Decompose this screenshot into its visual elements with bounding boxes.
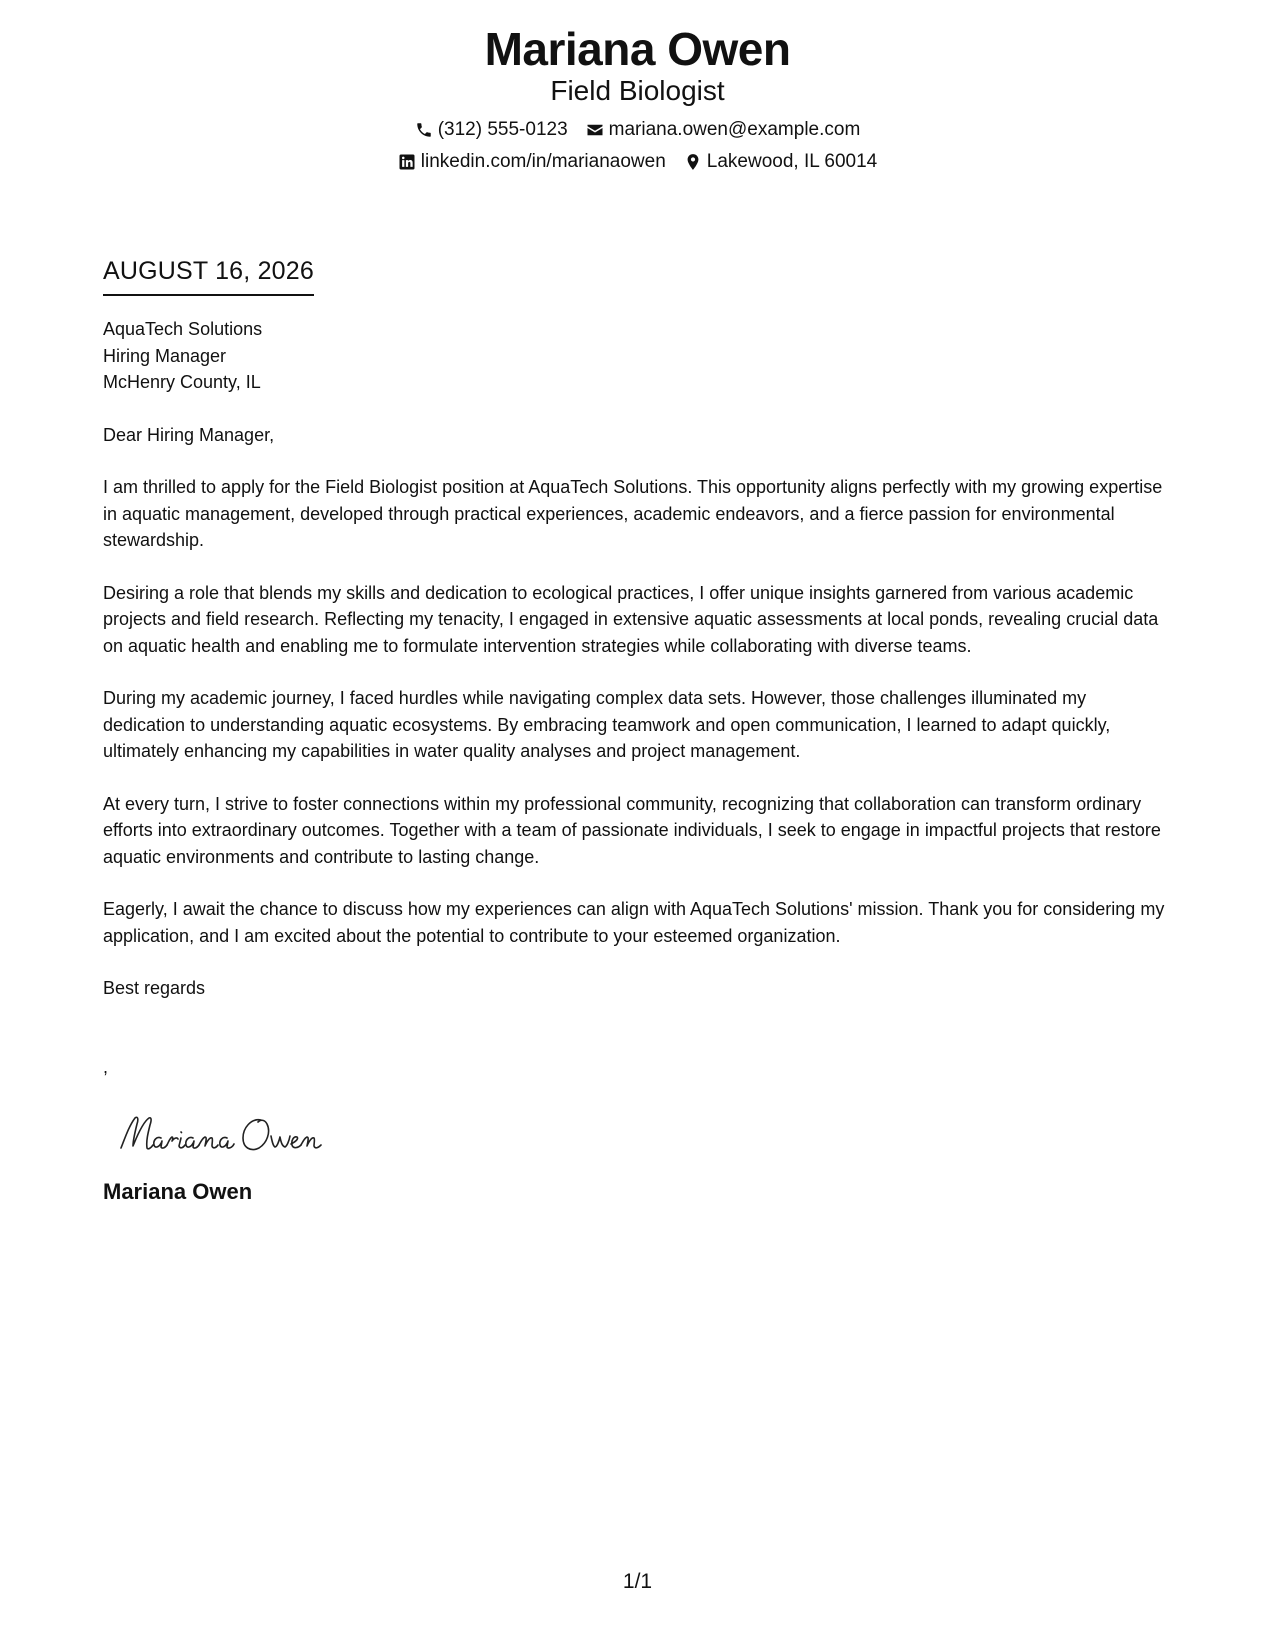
location-pin-icon bbox=[684, 153, 703, 172]
letter-date: AUGUST 16, 2026 bbox=[103, 256, 314, 296]
body-paragraph: During my academic journey, I faced hurdles while navigating complex data sets. However, those challenges illuminated my dedication to understanding aquatic ecosystems. By embracing teamwork and open communication, I learned to adapt quickly, ultimately enhancing my capabilities in water quality analyses and project management. bbox=[103, 688, 1111, 761]
body-paragraph: I am thrilled to apply for the Field Biologist position at AquaTech Solutions. This opportunity aligns perfectly with my growing expertise in aquatic management, developed through practical experiences, academic endeavors, and a fierce passion for environmental stewardship. bbox=[103, 477, 1163, 550]
location-text: Lakewood, IL 60014 bbox=[706, 151, 878, 172]
recipient-role: Hiring Manager bbox=[103, 345, 227, 366]
recipient-company: AquaTech Solutions bbox=[103, 319, 263, 339]
phone-number[interactable]: (312) 555-0123 bbox=[437, 119, 568, 140]
closing: Best regards bbox=[103, 978, 206, 998]
contact-location bbox=[684, 150, 877, 174]
body-paragraph: Eagerly, I await the chance to discuss how my experiences can align with AquaTech Solutions' mission. Thank you for considering my application, and I am excited about the potential to contribute to your esteemed organization. bbox=[103, 899, 1165, 946]
contact-row-primary bbox=[0, 114, 1275, 146]
signer-name: Mariana Owen bbox=[103, 1178, 253, 1204]
letter-header bbox=[0, 22, 1275, 178]
closing-comma: , bbox=[103, 1056, 109, 1077]
recipient-location: McHenry County, IL bbox=[103, 372, 261, 392]
applicant-title: Field Biologist bbox=[550, 75, 725, 106]
handwritten-signature bbox=[115, 1108, 1173, 1160]
contact-linkedin bbox=[398, 150, 666, 174]
recipient-block bbox=[103, 316, 1173, 396]
applicant-name: Mariana Owen bbox=[484, 23, 791, 75]
email-address[interactable]: mariana.owen@example.com bbox=[608, 119, 861, 140]
phone-icon bbox=[415, 121, 434, 140]
contact-email bbox=[586, 118, 861, 142]
contact-row-secondary bbox=[0, 146, 1275, 178]
page-number: 1/1 bbox=[622, 1570, 653, 1593]
contact-phone bbox=[415, 118, 568, 142]
linkedin-icon bbox=[398, 153, 417, 172]
body-paragraph: At every turn, I strive to foster connections within my professional community, recognizing that collaboration can transform ordinary efforts into extraordinary outcomes. Together with a team of passionate individuals, I seek to engage in impactful projects that restore aquatic environments and contribute to lasting change. bbox=[103, 793, 1161, 867]
salutation: Dear Hiring Manager, bbox=[103, 424, 275, 445]
letter-body bbox=[103, 256, 1173, 1206]
linkedin-url[interactable]: linkedin.com/in/marianaowen bbox=[420, 151, 666, 172]
body-paragraph: Desiring a role that blends my skills and dedication to ecological practices, I offer unique insights garnered from various academic projects and field research. Reflecting my tenacity, I engaged in extensive aquatic assessments at local ponds, revealing crucial data on aquatic health and enabling me to formulate intervention strategies while collaborating with diverse teams. bbox=[103, 582, 1159, 656]
envelope-icon bbox=[586, 121, 605, 140]
